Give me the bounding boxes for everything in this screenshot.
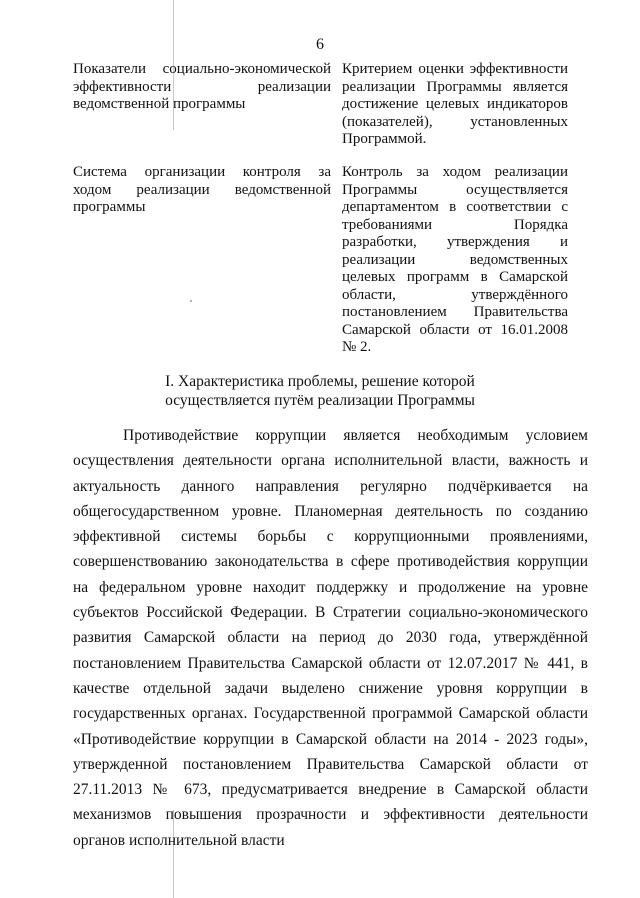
- passport-table-row: [73, 61, 568, 149]
- table-row-value: Контроль за ходом реализации Программы осуществляется департаментом в соответствии с требованиями Порядка разработки, утверждения и реализации ведомственных целевых программ в Самарской области, утверждённого постановлением Правительства Самарской области от 16.01.2008 № 2.: [342, 164, 568, 355]
- section-heading: [0, 372, 640, 410]
- section-heading-line: осуществляется путём реализации Программы: [165, 392, 475, 409]
- table-row-label: Показатели социально-экономической эффективности реализации ведомственной программы: [73, 61, 331, 112]
- page-number: 6: [316, 36, 324, 53]
- section-heading-line: I. Характеристика проблемы, решение которой: [165, 373, 475, 390]
- passport-table-row: [73, 164, 568, 357]
- table-row-value: Критерием оценки эффективности реализации Программы является достижение целевых индикаторов (показателей), установленных Программой.: [342, 61, 568, 147]
- table-row-label: Система организации контроля за ходом реализации ведомственной программы: [73, 164, 331, 215]
- body-paragraph: Противодействие коррупции является необходимым условием осуществления деятельности органа исполнительной власти, важность и актуальность данного направления регулярно подчёркивается на общегосударственном уровне. Планомерная деятельность по созданию эффективной системы борьбы с коррупционными проявлениями, совершенствованию законодательства в сфере противодействия коррупции на федеральном уровне находит поддержку и продолжение на уровне субъектов Российской Федерации. В Стратегии социально-экономического развития Самарской области на период до 2030 года, утверждённой постановлением Правительства Самарской области от 12.07.2017 № 441, в качестве отдельной задачи выделено снижение уровня коррупции в государственных органах. Государственной программой Самарской области «Противодействие коррупции в Самарской области на 2014 - 2023 годы», утвержденной постановлением Правительства Самарской области от 27.11.2013 № 673, предусматривается внедрение в Самарской области механизмов повышения прозрачности и эффективности деятельности органов исполнительной власти: [73, 427, 588, 849]
